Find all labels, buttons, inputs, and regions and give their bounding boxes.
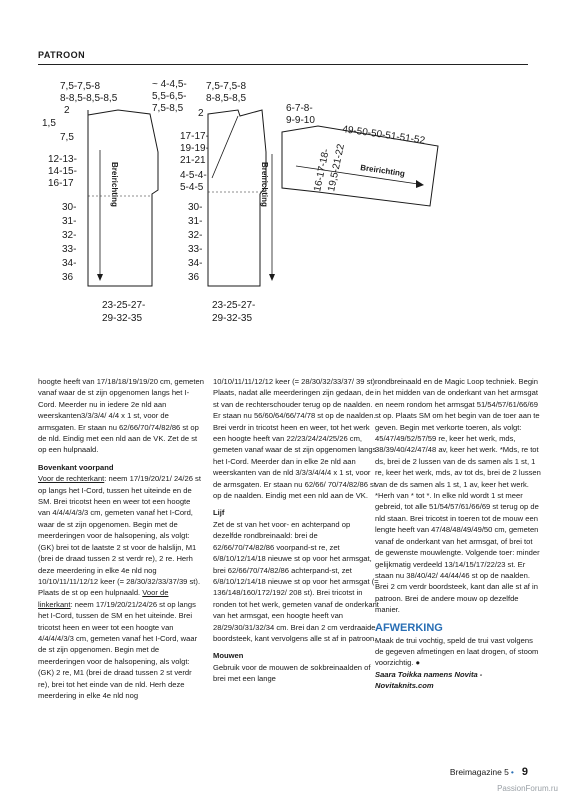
header-divider bbox=[38, 64, 528, 65]
text-column-3 bbox=[375, 376, 541, 692]
front-left-4: 4-5-4- bbox=[180, 170, 207, 181]
subheading-afwerking: AFWERKING bbox=[375, 621, 443, 634]
col2-paragraph-3: Gebruik voor de mouwen de sokbreinaalden of brei met een lange bbox=[213, 662, 371, 684]
label-linkerkant: Voor de linkerkant bbox=[38, 588, 169, 609]
end-bullet: ● bbox=[413, 658, 421, 668]
front-lower-5: 34- bbox=[188, 258, 203, 269]
page-footer bbox=[450, 766, 528, 778]
back-top-left-2: 8-8,5-8,5-8,5 bbox=[60, 93, 118, 104]
front-left-5: 5-4-5 bbox=[180, 182, 204, 193]
front-left-3: 21-21 bbox=[180, 155, 206, 166]
sleeve-width-1: 16-17-18- bbox=[312, 147, 332, 193]
sleeve-arrowhead bbox=[416, 180, 424, 188]
front-left-top: 2 bbox=[198, 108, 204, 119]
subheading-mouwen: Mouwen bbox=[213, 651, 244, 661]
back-lower-1: 30- bbox=[62, 202, 77, 213]
sleeve-length: 49-50-50-51-51-52 bbox=[341, 124, 426, 147]
col1-paragraph-1: hoogte heeft van 17/18/18/19/19/20 cm, gemeten vanaf waar de st zijn opgenomen langs het I-Cord. Meerder nu in iedere 2e nld aan weerskanten3/3/3/4/ 4/4 x 1 st, voor de armsgaten. Er staan nu 62/66/70/74/82/86 st op de nld. Eindig met een nld aan de VK. Zet de st op een hulpnaald. bbox=[38, 377, 204, 455]
front-outline bbox=[208, 110, 266, 286]
subheading-bovenkant-voorpand: Bovenkant voorpand bbox=[38, 462, 114, 472]
label-rechterkant: Voor de rechterkant bbox=[38, 474, 105, 484]
col1-paragraph-2: Voor de rechterkant: neem 17/19/20/21/ 24/26 st op langs het I-Cord, tussen het uiteinde en de SM. Brei tricotst heen en weer tot een hoogte van 4/4/4/4/3/3 cm, gemeten vanaf het I-Cord, waar de st zijn opgenomen. Begin met de meerderingen voor de halsopening, als volgt: (GK) brei tot de laatste 2 st voor de halslijn, M1 (brei de draad tussen 2 st verdr re), 2 re. Herh deze meerdering in elke 4e nld nog 10/10/11/11/12/12 keer (= 28/30/32/33/37/39 st). Plaats de st op een hulpnaald. Voor de linkerkant: neem 17/19/20/21/24/26 st op langs het I-Cord, tussen de SM en het uiteinde. Brei tricotst heen en weer tot een hoogte van 4/4/4/4/3/3 cm, gemeten vanaf het I-Cord, waar de st zijn opgenomen. Begin met de meerderingen voor de halsopening, als volgt: (GK) 2 re, M1 (brei de draad tussen 2 st verdr re), brei tot het einde van de nld. Herh deze meerdering in elke 4e nld nog bbox=[38, 474, 201, 700]
watermark: PassionForum.ru bbox=[497, 784, 558, 793]
back-lower-6: 36 bbox=[62, 272, 74, 283]
front-lower-3: 32- bbox=[188, 230, 203, 241]
section-header: PATROON bbox=[38, 50, 86, 60]
front-arrowhead bbox=[269, 274, 275, 281]
back-top-right-3: 7,5-8,5 bbox=[152, 103, 184, 114]
back-top-right-2: 5,5-6,5- bbox=[152, 91, 187, 102]
col3-paragraph-1: rondbreinaald en de Magic Loop techniek. Begin in het midden van de onderkant van het armsgat en neem rondom het armsgat 51/54/57/61/66/69 st op. Plaats SM om het begin van de toer aan te geven. Begin met verkorte toeren, als volgt: 45/47/49/52/57/59 re, keer het werk, mds, 38/39/40/42/47/48 av, keer het werk. *Mds, re tot ds, brei de 2 lussen van de ds samen als 1 st, 1 re, keer het werk, mds, av tot ds, brei de 2 lussen van de ds samen als 1 st, 1 av, keer het werk. *Herh van * tot *. In elke nld wordt 1 st meer gebreid, tot alle 51/54/57/61/66/69 st terug op de nld staan. Brei tricotst in toeren tot de mouw een lengte heeft van 47/48/48/49/49/50 cm, gemeten vanaf de onderkant van het armsgat, of brei tot de gewenste mouwlengte. Volgende toer: minder gelijkmatig verdeeld 13/14/15/17/22/23 st. Er staan nu 38/40/42/ 44/44/46 st op de naalden. Brei 2 cm verdr boordsteek, kant dan alle st af in patroon. Brei de andere mouw op dezelfde manier. bbox=[375, 377, 541, 615]
front-bottom-2: 29-32-35 bbox=[212, 313, 253, 324]
sleeve-top-1: 6-7-8- bbox=[286, 103, 313, 114]
back-left-5: 14-15- bbox=[48, 166, 77, 177]
footer-bullet-icon: • bbox=[510, 767, 514, 777]
back-left-6: 16-17 bbox=[48, 178, 74, 189]
col2-paragraph-1: 10/10/11/11/12/12 keer (= 28/30/32/33/37/ 39 st). Plaats, nadat alle meerderingen zijn gedaan, de st van de rechterschouder terug op de naalden. Er staan nu 56/60/64/66/74/78 st op de naalden. Brei verdr in tricotst heen en weer, tot het werk een hoogte heeft van 22/23/24/24/25/26 cm, gemeten vanaf waar de st zijn opgenomen langs het I-Cord. Meerder dan in elke 2e nld aan weerskanten van de nld 3/3/3/4/4/4 x 1 st, voor de armsgaten. Er staan nu 62/66/ 70/74/82/86 st op de naalden. Eindig met een nld aan de VK. bbox=[213, 377, 378, 501]
front-direction-label: Breirichting bbox=[260, 162, 269, 207]
back-left-1: 2 bbox=[64, 105, 70, 116]
schematic-svg bbox=[0, 70, 566, 370]
back-left-3: 7,5 bbox=[60, 132, 74, 143]
sleeve-top-2: 9-9-10 bbox=[286, 115, 315, 126]
col2-paragraph-2: Zet de st van het voor- en achterpand op dezelfde rondbreinaald: brei de 62/66/70/74/82/86 voorpand-st re, zet 6/8/10/12/14/18 nieuwe st op voor het armsgat, brei 62/66/70/74/82/86 achterpand-st, zet 6/8/10/12/14/18 nieuwe st op voor het armsgat (= 136/148/160/172/192/ 208 st). Brei tricotst in ronden tot het werk, gemeten vanaf de onderkant van het armsgat, een hoogte heeft van 28/29/30/31/32/34 cm. Brei dan 2 cm verdraaide boordsteek, kant vervolgens alle st af in patroon. bbox=[213, 519, 379, 643]
text-column-1 bbox=[38, 376, 204, 701]
front-neck-line bbox=[212, 116, 238, 178]
front-lower-1: 30- bbox=[188, 202, 203, 213]
back-left-2: 1,5 bbox=[42, 118, 56, 129]
front-top-left-2: 8-8,5-8,5 bbox=[206, 93, 247, 104]
credit-line-1: Saara Toikka namens Novita - bbox=[375, 669, 483, 679]
magazine-name: Breimagazine 5 bbox=[449, 767, 509, 777]
page-number: 9 bbox=[521, 766, 528, 778]
front-lower-4: 33- bbox=[188, 244, 203, 255]
back-top-right-1: ~ 4-4,5- bbox=[152, 79, 187, 90]
front-bottom-1: 23-25-27- bbox=[212, 300, 256, 311]
back-bottom-2: 29-32-35 bbox=[102, 313, 143, 324]
back-lower-3: 32- bbox=[62, 230, 77, 241]
text-column-2 bbox=[213, 376, 379, 685]
back-lower-2: 31- bbox=[62, 216, 77, 227]
front-lower-6: 36 bbox=[188, 272, 200, 283]
subheading-lijf: Lijf bbox=[213, 508, 225, 518]
back-piece bbox=[88, 110, 158, 286]
sleeve-width-2: 19,5-21-22 bbox=[326, 143, 347, 193]
back-lower-4: 33- bbox=[62, 244, 77, 255]
back-direction-label: Breirichting bbox=[110, 162, 119, 207]
front-left-2: 19-19- bbox=[180, 143, 209, 154]
sleeve-direction-label: Breirichting bbox=[359, 163, 406, 179]
back-arrowhead bbox=[97, 274, 103, 281]
credit-line-2: Novitaknits.com bbox=[375, 681, 434, 691]
back-left-4: 12-13- bbox=[48, 154, 77, 165]
front-lower-2: 31- bbox=[188, 216, 203, 227]
back-outline bbox=[88, 110, 158, 286]
col3-paragraph-2: Maak de trui vochtig, speld de trui vast volgens de gegeven afmetingen en laat drogen, of stoom voorzichtig. ● bbox=[375, 635, 539, 668]
front-left-1: 17-17- bbox=[180, 131, 209, 142]
front-top-left-1: 7,5-7,5-8 bbox=[206, 81, 247, 92]
back-lower-5: 34- bbox=[62, 258, 77, 269]
schematic-diagram bbox=[0, 70, 566, 370]
back-bottom-1: 23-25-27- bbox=[102, 300, 146, 311]
back-top-left-1: 7,5-7,5-8 bbox=[60, 81, 101, 92]
